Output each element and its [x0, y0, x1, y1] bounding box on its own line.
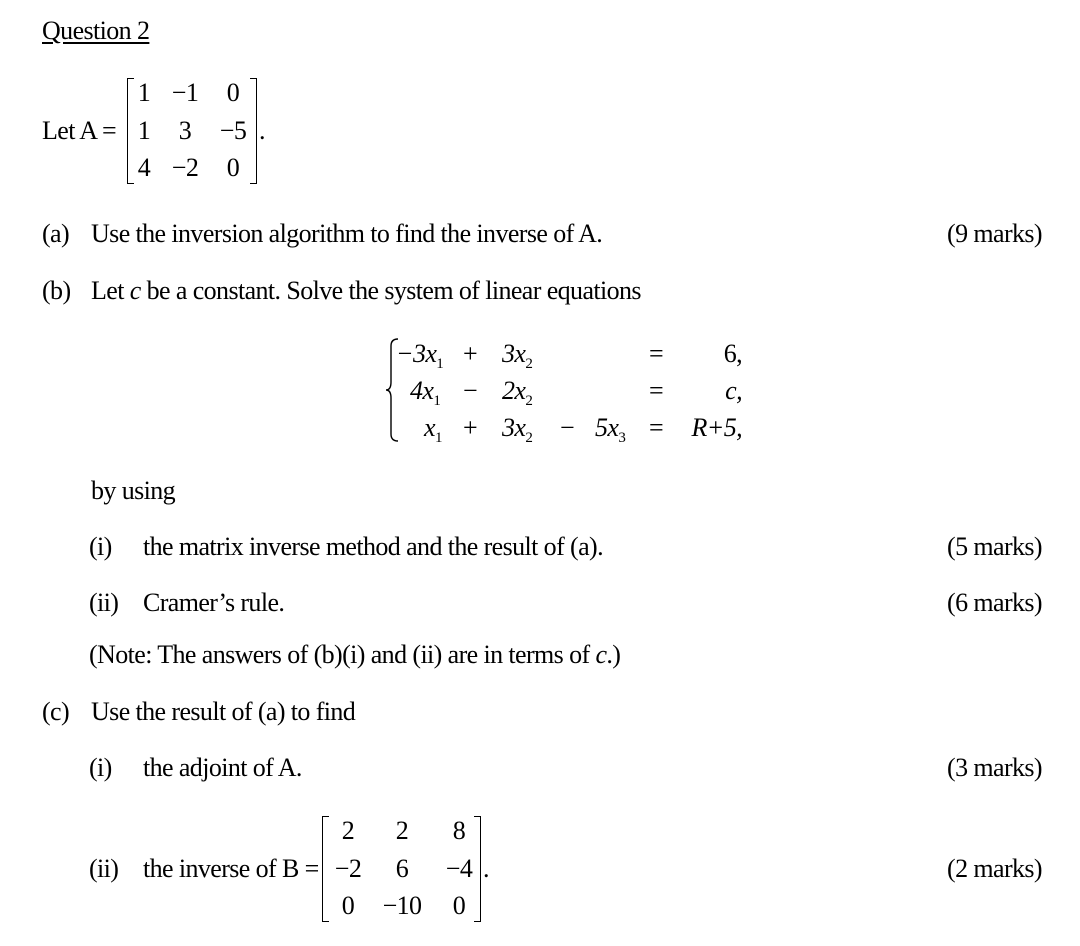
- eq1-equals: =: [649, 339, 664, 368]
- part-b-i-label: (i): [89, 532, 112, 561]
- part-b-text: [91, 278, 641, 304]
- note-text: [89, 642, 620, 668]
- let-a-label: Let A =: [42, 116, 117, 145]
- matrix-b-cell: −4: [445, 854, 473, 883]
- part-b-i-text: the matrix inverse method and the result of (a).: [143, 532, 603, 561]
- eq2-term2: $2x_2$: [502, 376, 533, 409]
- matrix-a-cell: 0: [226, 78, 240, 107]
- part-c-i-text: the adjoint of A.: [143, 753, 302, 782]
- matrix-b-cell: 2: [395, 816, 409, 845]
- matrix-a-cell: 4: [137, 153, 151, 182]
- note-var-c: c: [595, 640, 607, 669]
- part-c-ii-text: the inverse of B =: [143, 854, 319, 883]
- part-b-label: (b): [42, 276, 71, 305]
- matrix-a-cell: 0: [226, 153, 240, 182]
- part-c-i-marks: (3 marks): [947, 753, 1042, 782]
- eq3-equals: =: [649, 413, 664, 442]
- eq2-rhs: c,: [725, 376, 742, 405]
- part-a-label: (a): [42, 219, 70, 248]
- part-c-ii-label: (ii): [89, 854, 119, 883]
- matrix-b-cell: 6: [395, 854, 409, 883]
- part-b-ii-label: (ii): [89, 588, 119, 617]
- eq2-equals: =: [649, 376, 664, 405]
- eq1-term2: $3x_2$: [502, 339, 533, 372]
- matrix-b-cell: −2: [334, 854, 362, 883]
- eq2-op1: −: [463, 376, 478, 405]
- note-text-1: (Note: The answers of (b)(i) and (ii) are in terms of: [89, 640, 590, 669]
- matrix-a-cell: −2: [171, 153, 199, 182]
- eq3-term1: $x_1$: [424, 413, 442, 446]
- part-c-text: Use the result of (a) to find: [91, 697, 356, 726]
- part-c-ii-marks: (2 marks): [947, 854, 1042, 883]
- part-b-text-2: be a constant. Solve the system of linear equations: [146, 276, 641, 305]
- part-a-text: Use the inversion algorithm to find the inverse of A.: [91, 219, 603, 248]
- eq3-op1: +: [463, 413, 478, 442]
- matrix-b-cell: 8: [452, 816, 466, 845]
- matrix-a-cell: −5: [219, 116, 247, 145]
- matrix-b-cell: 0: [452, 891, 466, 920]
- eq2-term1: $4x_1$: [410, 376, 441, 409]
- part-b-ii-marks: (6 marks): [947, 588, 1042, 617]
- note-text-2: .): [606, 640, 621, 669]
- part-c-label: (c): [42, 697, 70, 726]
- part-a-marks: (9 marks): [947, 219, 1042, 248]
- matrix-b-period: .: [483, 854, 489, 883]
- matrix-a-cell: −1: [171, 78, 199, 107]
- by-using-text: by using: [91, 476, 176, 505]
- eq1-term1: $-3x_1$: [396, 339, 444, 372]
- var-c: c: [129, 276, 141, 305]
- part-b-ii-text: Cramer’s rule.: [143, 588, 285, 617]
- eq1-op1: +: [463, 339, 478, 368]
- matrix-b-cell: 0: [341, 891, 355, 920]
- question-title: Question 2: [42, 16, 150, 45]
- part-b-text-1: Let: [91, 276, 124, 305]
- eq3-term3: $5x_3$: [595, 413, 626, 446]
- matrix-b-cell: −10: [382, 891, 422, 920]
- part-c-i-label: (i): [89, 753, 112, 782]
- eq1-rhs: 6,: [723, 339, 742, 368]
- matrix-b-cell: 2: [341, 816, 355, 845]
- matrix-a-cell: 1: [137, 78, 151, 107]
- eq3-op2: −: [560, 413, 575, 442]
- eq3-term2: $3x_2$: [502, 413, 533, 446]
- matrix-a-period: .: [259, 116, 265, 145]
- eq3-rhs: R+5,: [691, 413, 742, 442]
- matrix-a-cell: 3: [178, 116, 192, 145]
- part-b-i-marks: (5 marks): [947, 532, 1042, 561]
- matrix-a-cell: 1: [137, 116, 151, 145]
